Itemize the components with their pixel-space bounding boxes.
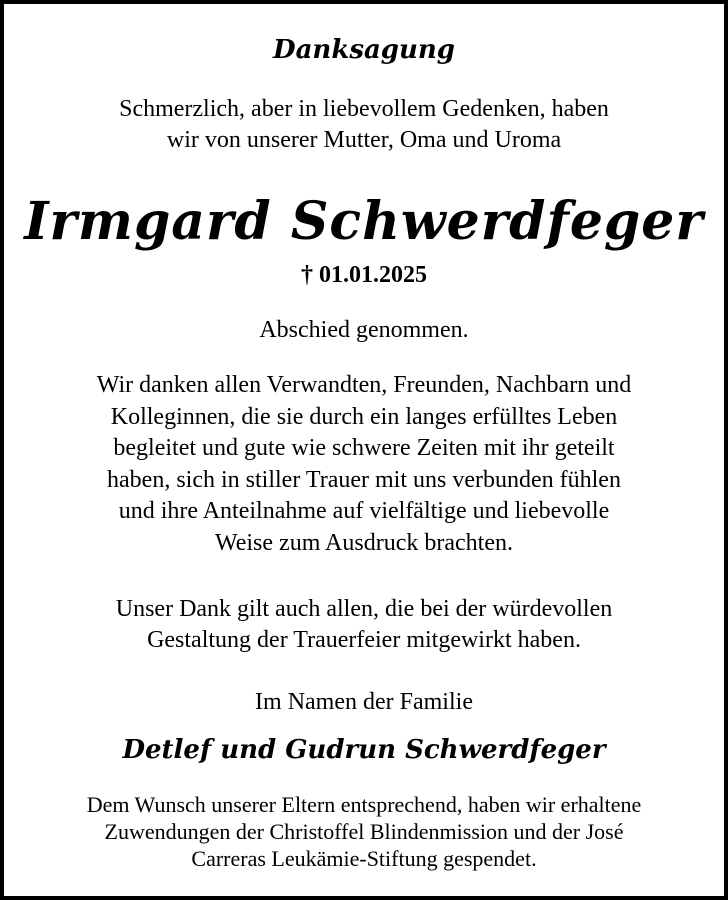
family-intro: Im Namen der Familie	[255, 689, 473, 715]
donation-note: Dem Wunsch unserer Eltern entsprechend, haben wir erhaltene Zuwendungen der Christoffel Blindenmission und der José Carreras Leukämie-Stiftung gespendet.	[86, 792, 642, 871]
family-signers: Detlef und Gudrun Schwerdfeger	[122, 735, 606, 765]
death-date: † 01.01.2025	[301, 262, 427, 288]
thanks-paragraph: Wir danken allen Verwandten, Freunden, Nachbarn und Kolleginnen, die sie durch ein langes erfülltes Leben begleitet und gute wie schwere Zeiten mit ihr geteilt haben, sich in stiller Trauer mit uns verbunden fühlen und ihre Anteilnahme auf vielfältige und liebevolle Weise zum Ausdruck brachten.	[96, 372, 632, 556]
farewell-text: Abschied genommen.	[259, 317, 469, 343]
notice-heading: Danksagung	[273, 35, 455, 65]
deceased-name: Irmgard Schwerdfeger	[24, 191, 704, 252]
intro-text: Schmerzlich, aber in liebevollem Gedenken, haben wir von unserer Mutter, Oma und Uroma	[119, 96, 609, 153]
additional-thanks-paragraph: Unser Dank gilt auch allen, die bei der würdevollen Gestaltung der Trauerfeier mitgewirkt haben.	[115, 596, 613, 653]
